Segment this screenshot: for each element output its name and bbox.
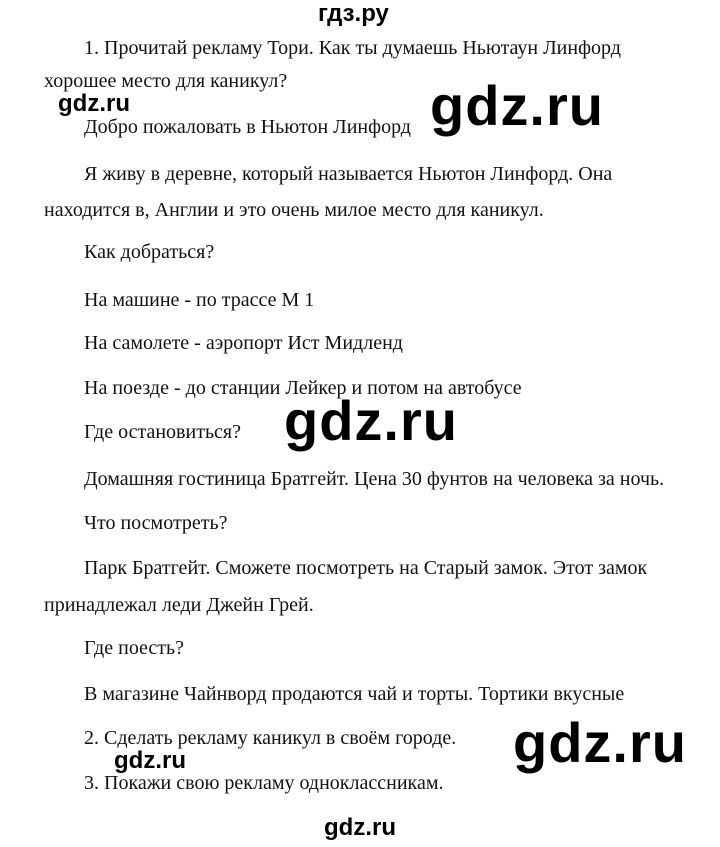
question-3-line: 3. Покажи свою рекламу одноклассникам. [84,772,444,794]
by-train-line: На поезде - до станции Лейкер и потом на автобусе [84,377,522,399]
watermark: gdz.ru [513,711,687,774]
question-1-line-2: хорошее место для каникул? [44,70,288,92]
what-see-heading: Что посмотреть? [84,512,228,534]
intro-line-2: находится в, Англии и это очень милое место для каникул. [44,199,544,221]
by-car-line: На машине - по трассе М 1 [84,289,315,311]
where-eat-heading: Где поесть? [84,637,185,659]
question-2-line: 2. Сделать рекламу каникул в своём городе. [84,727,457,749]
question-1-line-1: 1. Прочитай рекламу Тори. Как ты думаешь Ньютаун Линфорд [84,37,621,59]
hotel-line: Домашняя гостиница Братгейт. Цена 30 фунтов на человека за ночь. [84,468,665,490]
shop-line: В магазине Чайнворд продаются чай и торты. Тортики вкусные [84,683,625,705]
welcome-heading: Добро пожаловать в Ньютон Линфорд [84,116,411,138]
where-stay-heading: Где остановиться? [84,421,242,443]
by-plane-line: На самолете - аэропорт Ист Мидленд [84,332,403,354]
park-line-2: принадлежал леди Джейн Грей. [44,594,314,616]
watermark: gdz.ru [430,74,604,137]
watermark: gdz.ru [284,389,458,452]
how-to-get-heading: Как добраться? [84,241,215,263]
watermark: gdz.ru [114,747,186,774]
site-title: гдз.ру [318,0,389,27]
footer-watermark: gdz.ru [324,814,396,841]
watermark: gdz.ru [58,90,130,117]
park-line-1: Парк Братгейт. Сможете посмотреть на Старый замок. Этот замок [84,557,648,579]
intro-line-1: Я живу в деревне, который называется Ньютон Линфорд. Она [84,163,613,185]
